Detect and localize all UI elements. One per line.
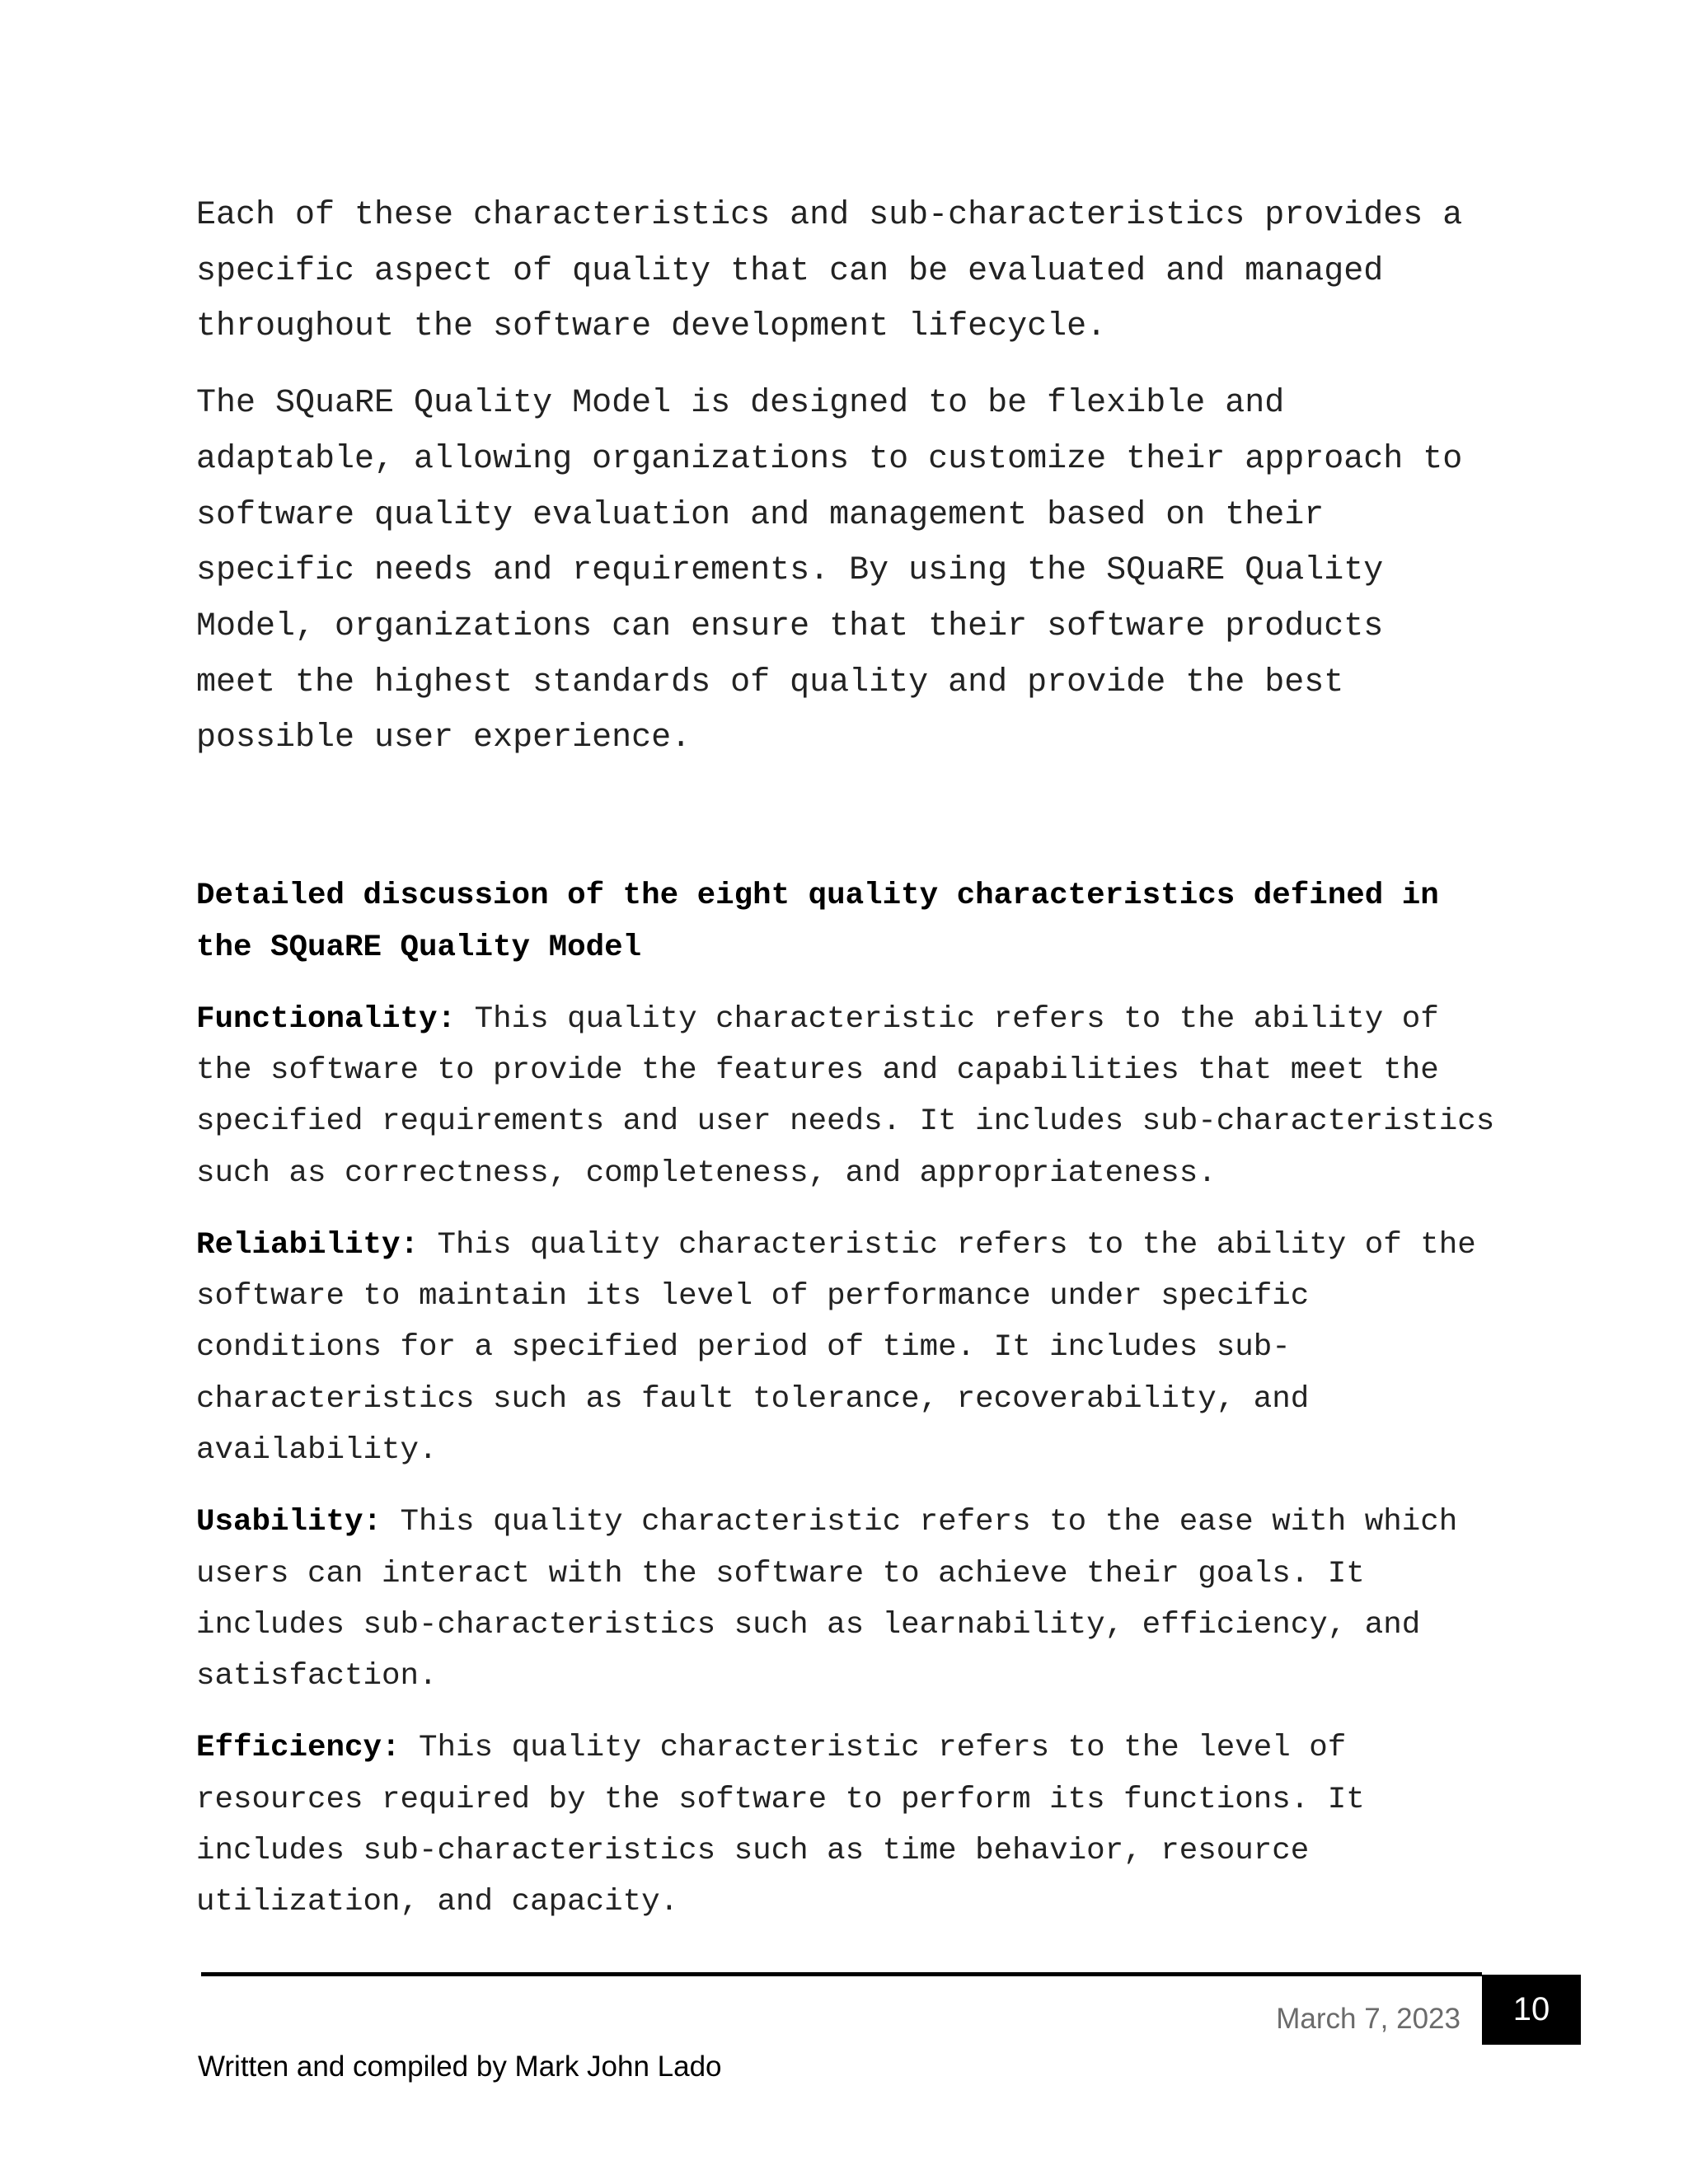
characteristic-term: Efficiency: [196,1731,401,1766]
text-line: specified requirements and user needs. It includes sub-characteristics [196,1104,1495,1140]
characteristic-description: This quality characteristic refers to the ability of the [419,1227,1476,1263]
text-line: Each of these characteristics and sub-characteristics provides a [196,197,1463,234]
text-line: resources required by the software to perform its functions. It [196,1782,1365,1817]
characteristic-term: Functionality: [196,1001,457,1037]
text-line [196,1497,1482,1548]
characteristic-reliability [196,1220,1482,1476]
footer-divider [201,1972,1482,1976]
characteristic-description: This quality characteristic refers to the ease with which [382,1505,1458,1540]
text-line: availability. [196,1433,438,1468]
text-line: adaptable, allowing organizations to customize their approach to [196,440,1463,478]
text-line: Model, organizations can ensure that their software products [196,607,1384,645]
text-line: characteristics such as fault tolerance, recoverability, and [196,1381,1310,1417]
text-line [196,1722,1482,1774]
footer-author: Written and compiled by Mark John Lado [198,2050,722,2083]
intro-paragraph-2 [196,376,1482,766]
page-number: 10 [1482,1975,1581,2045]
text-line: includes sub-characteristics such as learnability, efficiency, and [196,1607,1421,1643]
characteristic-usability [196,1497,1482,1702]
characteristic-functionality [196,994,1495,1199]
characteristic-term: Reliability: [196,1227,420,1263]
characteristic-efficiency [196,1722,1482,1928]
section-heading [196,870,1482,974]
text-line [196,994,1482,1045]
page-content [196,188,1495,1929]
text-line: meet the highest standards of quality and provide the best [196,663,1344,701]
text-line: the software to provide the features and capabilities that meet the [196,1052,1439,1088]
heading-line: Detailed discussion of the eight quality characteristics defined in [196,879,1439,914]
characteristic-term: Usability: [196,1505,382,1540]
text-line: satisfaction. [196,1659,438,1694]
text-line: utilization, and capacity. [196,1885,679,1920]
text-line: specific aspect of quality that can be evaluated and managed [196,252,1384,290]
intro-paragraph-1 [196,188,1482,355]
text-line: includes sub-characteristics such as time behavior, resource [196,1834,1310,1869]
heading-line: the SQuaRE Quality Model [196,930,642,965]
characteristic-description: This quality characteristic refers to the ability of [456,1001,1439,1037]
footer-date: March 7, 2023 [1276,2003,1461,2035]
text-line: such as correctness, completeness, and appropriateness. [196,1155,1217,1191]
text-line: software to maintain its level of performance under specific [196,1279,1310,1315]
text-line: specific needs and requirements. By using the SQuaRE Quality [196,552,1384,590]
text-line [196,1220,1482,1271]
text-line: users can interact with the software to achieve their goals. It [196,1556,1365,1591]
text-line: The SQuaRE Quality Model is designed to be flexible and [196,385,1285,423]
text-line: throughout the software development lifecycle. [196,308,1107,346]
text-line: possible user experience. [196,719,692,757]
text-line: software quality evaluation and management based on their [196,496,1325,534]
characteristic-description: This quality characteristic refers to the level of [400,1731,1347,1766]
text-line: conditions for a specified period of time. It includes sub- [196,1330,1291,1366]
